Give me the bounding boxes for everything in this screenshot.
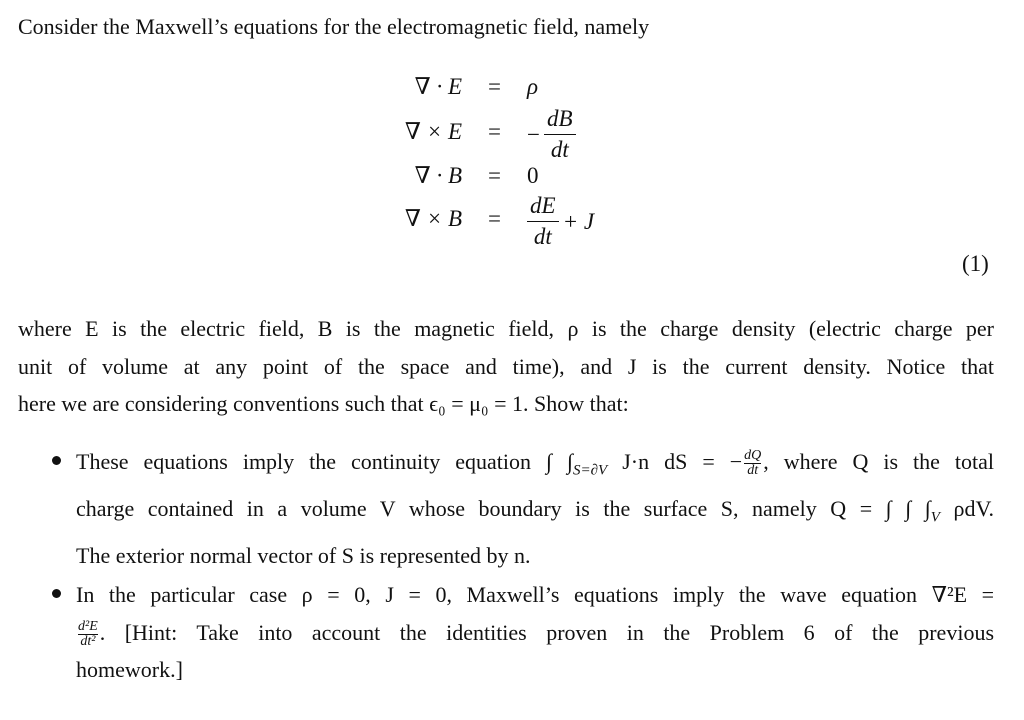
integral-subscript: S=∂V — [573, 462, 608, 479]
equation-number: (1) — [962, 251, 989, 276]
paragraph-line: here we are considering conventions such that ϵ₀ = μ₀ = 1. Show that: — [18, 391, 629, 416]
bullet-text — [76, 576, 994, 689]
equation-lhs: ∇ · B — [414, 163, 462, 188]
bullet-line — [76, 443, 994, 490]
bullet-line: homework.] — [76, 657, 183, 682]
paragraph-line: where E is the electric field, B is the magnetic field, ρ is the charge density (electric charge per — [18, 316, 994, 341]
fraction-denominator: dt — [747, 463, 759, 479]
equation-tail: + J — [562, 208, 595, 234]
equation-relation: = — [488, 163, 501, 188]
text-segment: J·n dS = − — [607, 449, 743, 474]
fraction-numerator: dB — [546, 106, 573, 131]
equation-relation: = — [488, 206, 501, 231]
bullet-line: The exterior normal vector of S is represented by n. — [76, 542, 531, 568]
bullet-line — [76, 614, 994, 652]
bullet-line: In the particular case ρ = 0, J = 0, Maxwell’s equations imply the wave equation ∇²E = — [76, 582, 994, 607]
paragraph-line: unit of volume at any point of the space and time), and J is the current density. Notice that — [18, 353, 994, 379]
minus-sign: − — [527, 121, 540, 147]
fraction-denominator: dt — [550, 137, 569, 162]
bullet-line — [76, 490, 994, 537]
equation-lhs: ∇ × E — [404, 119, 462, 144]
bullet-dot — [52, 456, 61, 465]
text-segment: These equations imply the continuity equation ∫ ∫ — [76, 449, 574, 474]
text-segment: ρdV. — [939, 495, 995, 521]
maxwell-equations — [395, 72, 715, 262]
equation-lhs: ∇ × B — [404, 206, 462, 231]
fraction — [527, 191, 559, 252]
fraction — [744, 449, 761, 478]
fraction-denominator: dt² — [80, 633, 96, 649]
text-segment: . [Hint: Take into account the identities proven in the Problem 6 of the previous — [99, 619, 994, 645]
fraction-denominator: dt — [533, 224, 552, 249]
description-paragraph — [18, 310, 994, 423]
fraction-numerator: d²E — [78, 618, 98, 634]
bullet-text — [76, 443, 994, 574]
equation-relation: = — [488, 119, 501, 144]
equation-rhs: 0 — [527, 163, 539, 188]
fraction-numerator: dQ — [744, 448, 762, 464]
fraction-numerator: dE — [530, 193, 556, 218]
intro-text: Consider the Maxwell’s equations for the electromagnetic field, namely — [18, 14, 650, 39]
fraction — [78, 620, 98, 649]
text-segment: , where Q is the total — [763, 449, 994, 474]
equation-lhs: ∇ · E — [414, 74, 462, 99]
equation-rhs: ρ — [527, 74, 539, 99]
text-segment: charge contained in a volume V whose boundary is the surface S, namely Q = ∫ ∫ ∫ — [76, 495, 931, 521]
equation-relation: = — [488, 74, 501, 99]
equation-rhs — [527, 104, 576, 165]
integral-subscript: V — [930, 509, 940, 526]
bullet-dot — [52, 589, 61, 598]
equation-rhs — [527, 191, 594, 252]
fraction — [544, 104, 576, 165]
